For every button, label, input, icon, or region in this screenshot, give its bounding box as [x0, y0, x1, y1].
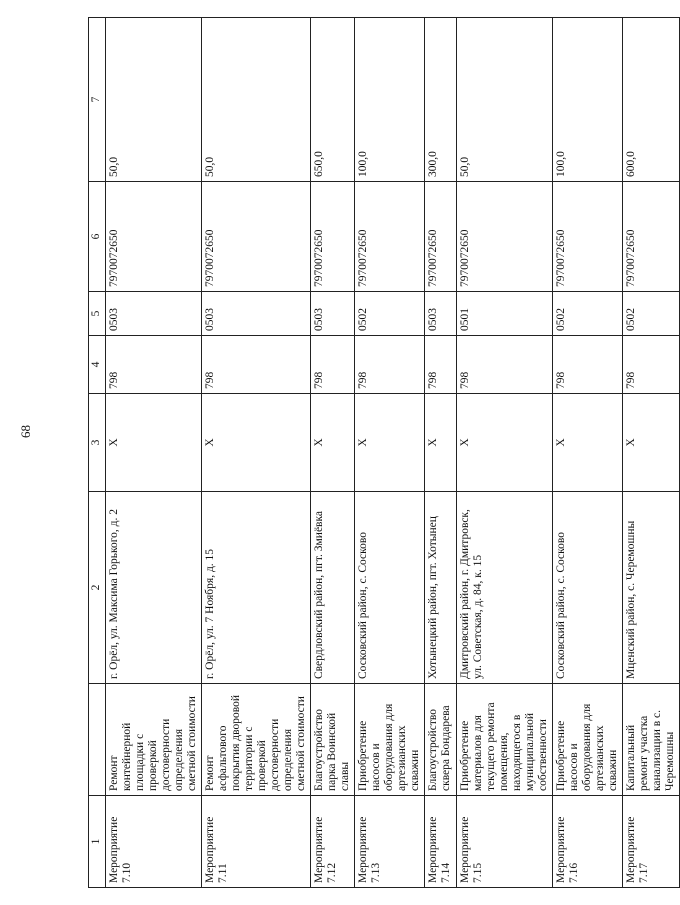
- cell-c3: Х: [355, 394, 425, 492]
- table-row: [425, 18, 457, 888]
- cell-addr: Дмитровский район, г. Дмитровск, ул. Советская, д. 84, к. 15: [457, 492, 553, 684]
- header-cell: 4: [89, 336, 106, 394]
- table-row: [311, 18, 355, 888]
- cell-c6: 7970072650: [553, 182, 623, 292]
- header-cell: 2: [89, 492, 106, 684]
- cell-c7: 100,0: [553, 18, 623, 182]
- cell-c6: 7970072650: [106, 182, 202, 292]
- cell-desc: Ремонт контейнерной площадки с проверкой достоверности определения сметной стоимости: [106, 684, 202, 796]
- cell-addr: Сосковский район, с. Сосково: [355, 492, 425, 684]
- cell-c1: Мероприятие 7.13: [355, 796, 425, 888]
- cell-addr: г. Орёл, ул. 7 Ноября, д. 15: [202, 492, 311, 684]
- cell-c4: 798: [425, 336, 457, 394]
- cell-c3: Х: [311, 394, 355, 492]
- cell-c7: 50,0: [457, 18, 553, 182]
- cell-c3: Х: [457, 394, 553, 492]
- cell-c3: Х: [202, 394, 311, 492]
- cell-desc: Капитальный ремонт участка канализации в с. Черемошны: [623, 684, 680, 796]
- cell-c7: 50,0: [106, 18, 202, 182]
- cell-c4: 798: [202, 336, 311, 394]
- table-row: [553, 18, 623, 888]
- cell-c5: 0502: [553, 292, 623, 336]
- rotated-table-wrapper: [88, 18, 676, 888]
- header-cell: 5: [89, 292, 106, 336]
- cell-c5: 0503: [425, 292, 457, 336]
- cell-c5: 0503: [311, 292, 355, 336]
- cell-c7: 650,0: [311, 18, 355, 182]
- cell-c4: 798: [106, 336, 202, 394]
- cell-desc: Приобретение насосов и оборудования для артезианских скважин: [553, 684, 623, 796]
- cell-c4: 798: [623, 336, 680, 394]
- cell-c6: 7970072650: [457, 182, 553, 292]
- cell-desc: Приобретение материалов для текущего ремонта помещения, находящегося в муниципальной собственности: [457, 684, 553, 796]
- header-cell: [89, 684, 106, 796]
- cell-c6: 7970072650: [311, 182, 355, 292]
- cell-c7: 300,0: [425, 18, 457, 182]
- header-cell: 1: [89, 796, 106, 888]
- cell-c4: 798: [355, 336, 425, 394]
- cell-c1: Мероприятие 7.14: [425, 796, 457, 888]
- cell-c7: 600,0: [623, 18, 680, 182]
- header-cell: 3: [89, 394, 106, 492]
- cell-addr: Мценский район, с. Черемошны: [623, 492, 680, 684]
- header-cell: 6: [89, 182, 106, 292]
- cell-desc: Приобретение насосов и оборудования для артезианских скважин: [355, 684, 425, 796]
- table-row: [355, 18, 425, 888]
- cell-c7: 100,0: [355, 18, 425, 182]
- cell-c5: 0502: [623, 292, 680, 336]
- cell-c1: Мероприятие 7.11: [202, 796, 311, 888]
- cell-c3: Х: [106, 394, 202, 492]
- cell-c3: Х: [425, 394, 457, 492]
- table-row: [202, 18, 311, 888]
- cell-c1: Мероприятие 7.15: [457, 796, 553, 888]
- cell-c6: 7970072650: [202, 182, 311, 292]
- cell-c4: 798: [311, 336, 355, 394]
- cell-c6: 7970072650: [425, 182, 457, 292]
- table-row: [457, 18, 553, 888]
- cell-c1: Мероприятие 7.10: [106, 796, 202, 888]
- table-row: [106, 18, 202, 888]
- cell-c6: 7970072650: [355, 182, 425, 292]
- cell-c3: Х: [623, 394, 680, 492]
- cell-addr: Хотынецкий район, пгт. Хотынец: [425, 492, 457, 684]
- cell-c3: Х: [553, 394, 623, 492]
- cell-c4: 798: [553, 336, 623, 394]
- cell-desc: Ремонт асфальтового покрытия дворовой территории с проверкой достоверности определения сметной стоимости: [202, 684, 311, 796]
- header-row: [89, 18, 106, 888]
- cell-c6: 7970072650: [623, 182, 680, 292]
- cell-desc: Благоустройство парка Воинской славы: [311, 684, 355, 796]
- table-row: [623, 18, 680, 888]
- cell-c1: Мероприятие 7.16: [553, 796, 623, 888]
- page-number: 68: [18, 425, 33, 438]
- cell-addr: г. Орёл, ул. Максима Горького, д. 2: [106, 492, 202, 684]
- cell-c5: 0503: [106, 292, 202, 336]
- cell-c1: Мероприятие 7.17: [623, 796, 680, 888]
- cell-c4: 798: [457, 336, 553, 394]
- cell-addr: Сосковский район, с. Сосково: [553, 492, 623, 684]
- cell-c5: 0502: [355, 292, 425, 336]
- program-table: [88, 17, 680, 888]
- cell-c1: Мероприятие 7.12: [311, 796, 355, 888]
- cell-c5: 0501: [457, 292, 553, 336]
- cell-c5: 0503: [202, 292, 311, 336]
- header-cell: 7: [89, 18, 106, 182]
- cell-c7: 50,0: [202, 18, 311, 182]
- cell-addr: Свердловский район, пгт. Змиёвка: [311, 492, 355, 684]
- cell-desc: Благоустройство сквера Бондарева: [425, 684, 457, 796]
